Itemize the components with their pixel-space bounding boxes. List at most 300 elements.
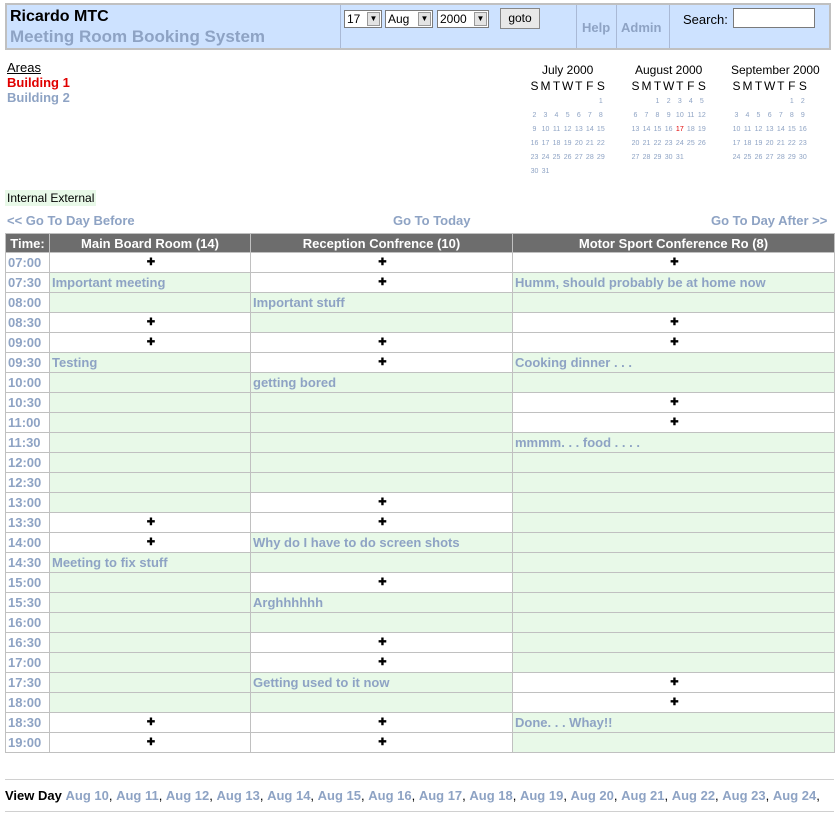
view-day-link[interactable]: Aug 23 — [722, 788, 766, 803]
weekday-header: S — [798, 79, 807, 93]
time-slot-label[interactable]: 17:00 — [6, 653, 50, 673]
calendar-day[interactable]: 1 — [789, 97, 794, 105]
booking-cell[interactable] — [50, 473, 251, 493]
booking-cell[interactable]: Important meeting — [50, 273, 251, 293]
calendar-title: September 2000 — [731, 63, 820, 77]
add-booking-cell[interactable] — [513, 693, 835, 713]
add-icon[interactable]: ✚ — [670, 396, 679, 408]
add-icon[interactable]: ✚ — [378, 736, 387, 748]
booking-cell[interactable] — [513, 593, 835, 613]
divider — [5, 779, 834, 780]
calendar-day[interactable]: 2 — [800, 97, 805, 105]
calendar-day[interactable]: 25 — [686, 139, 695, 147]
calendar-day[interactable]: 5 — [756, 111, 761, 119]
calendar-day[interactable]: 11 — [687, 111, 695, 119]
booking-cell[interactable] — [513, 733, 835, 753]
add-icon[interactable]: ✚ — [378, 256, 387, 268]
time-slot-row — [6, 693, 835, 713]
grid-header-row — [6, 234, 835, 253]
system-name[interactable]: Meeting Room Booking System — [10, 27, 266, 46]
calendar-day[interactable]: 29 — [787, 153, 796, 161]
add-booking-cell[interactable] — [513, 253, 835, 273]
goto-button[interactable]: goto — [500, 8, 540, 29]
calendar-day[interactable]: 4 — [745, 111, 750, 119]
time-slot-label[interactable]: 08:30 — [6, 313, 50, 333]
add-icon[interactable]: ✚ — [378, 656, 387, 668]
calendar-day[interactable]: 7 — [778, 111, 783, 119]
next-day-link[interactable]: Go To Day After >> — [711, 213, 828, 228]
calendar-day[interactable]: 30 — [530, 167, 539, 175]
calendar-day[interactable]: 10 — [675, 111, 684, 119]
calendar-day[interactable]: 21 — [585, 139, 594, 147]
chevron-down-icon: ▼ — [418, 12, 431, 26]
calendar-empty-cell — [764, 94, 775, 108]
calendar-day[interactable]: 4 — [688, 97, 693, 105]
view-day-label: View Day — [5, 788, 62, 803]
calendar-day[interactable]: 9 — [532, 125, 537, 133]
booking-cell[interactable] — [513, 493, 835, 513]
booking-cell[interactable] — [513, 373, 835, 393]
admin-link[interactable]: Admin — [621, 20, 662, 35]
time-slot-label[interactable]: 14:00 — [6, 533, 50, 553]
calendar-day[interactable]: 28 — [585, 153, 594, 161]
calendar-day[interactable]: 17 — [732, 139, 741, 147]
add-booking-cell[interactable] — [50, 253, 251, 273]
calendar-day[interactable]: 10 — [732, 125, 741, 133]
booking-cell[interactable] — [50, 613, 251, 633]
calendar-day[interactable]: 19 — [563, 139, 572, 147]
year-select[interactable] — [437, 10, 489, 28]
weekday-header: W — [562, 79, 574, 93]
booking-cell[interactable] — [50, 573, 251, 593]
booking-cell[interactable]: Cooking dinner . . . — [513, 353, 835, 373]
time-slot-label[interactable]: 16:00 — [6, 613, 50, 633]
view-day-link[interactable]: Aug 14 — [267, 788, 311, 803]
calendar-day[interactable]: 29 — [596, 153, 605, 161]
calendar-empty-cell — [584, 94, 595, 108]
calendar-day[interactable]: 28 — [776, 153, 785, 161]
time-slot-label[interactable]: 12:30 — [6, 473, 50, 493]
calendar-day[interactable]: 26 — [697, 139, 706, 147]
calendar-day[interactable]: 26 — [754, 153, 763, 161]
booking-cell[interactable]: Meeting to fix stuff — [50, 553, 251, 573]
calendar-day[interactable]: 12 — [697, 111, 706, 119]
booking-cell[interactable] — [251, 553, 513, 573]
add-icon[interactable]: ✚ — [670, 336, 679, 348]
calendar-day[interactable]: 3 — [543, 111, 548, 119]
calendar-day[interactable]: 6 — [576, 111, 581, 119]
booking-cell[interactable] — [513, 513, 835, 533]
column-header-room[interactable]: Reception Confrence (10) — [251, 234, 513, 253]
calendar-day[interactable]: 16 — [530, 139, 539, 147]
add-icon[interactable]: ✚ — [378, 336, 387, 348]
calendar-day[interactable]: 21 — [776, 139, 785, 147]
calendar-day[interactable]: 8 — [789, 111, 794, 119]
weekday-header: S — [596, 79, 605, 93]
add-icon[interactable]: ✚ — [378, 716, 387, 728]
add-booking-cell[interactable] — [251, 513, 513, 533]
calendar-day[interactable]: 7 — [644, 111, 649, 119]
calendar-day[interactable]: 24 — [675, 139, 684, 147]
calendar-day[interactable]: 20 — [765, 139, 774, 147]
calendar-day[interactable]: 8 — [655, 111, 660, 119]
time-slot-label[interactable]: 14:30 — [6, 553, 50, 573]
calendar-day[interactable]: 23 — [530, 153, 539, 161]
booking-cell[interactable]: Done. . . Whay!! — [513, 713, 835, 733]
calendar-day[interactable]: 5 — [565, 111, 570, 119]
add-booking-cell[interactable] — [513, 393, 835, 413]
calendar-day[interactable]: 12 — [754, 125, 763, 133]
divider — [616, 5, 617, 48]
calendar-day[interactable]: 22 — [653, 139, 662, 147]
time-slot-label[interactable]: 12:00 — [6, 453, 50, 473]
booking-cell[interactable] — [513, 293, 835, 313]
calendar-empty-cell — [696, 150, 707, 164]
day-select[interactable] — [344, 10, 382, 28]
time-slot-label[interactable]: 13:30 — [6, 513, 50, 533]
booking-cell[interactable] — [513, 553, 835, 573]
view-day-link[interactable]: Aug 11 — [116, 788, 159, 803]
calendar-day[interactable]: 30 — [664, 153, 673, 161]
add-booking-cell[interactable] — [251, 273, 513, 293]
calendar-day[interactable]: 18 — [743, 139, 752, 147]
calendar-day[interactable]: 14 — [642, 125, 651, 133]
booking-cell[interactable]: getting bored — [251, 373, 513, 393]
calendar-day[interactable]: 22 — [787, 139, 796, 147]
calendar-day[interactable]: 19 — [754, 139, 763, 147]
booking-cell[interactable] — [251, 693, 513, 713]
add-icon[interactable]: ✚ — [670, 316, 679, 328]
view-day-link[interactable]: Aug 20 — [570, 788, 614, 803]
add-icon[interactable]: ✚ — [378, 496, 387, 508]
time-slot-label[interactable]: 15:00 — [6, 573, 50, 593]
weekday-header: M — [742, 79, 753, 93]
weekday-header: S — [530, 79, 539, 93]
calendar-day[interactable]: 20 — [574, 139, 583, 147]
add-icon[interactable]: ✚ — [146, 736, 156, 748]
booking-cell[interactable] — [50, 373, 251, 393]
calendar-day[interactable]: 2 — [532, 111, 537, 119]
calendar-day[interactable]: 10 — [541, 125, 550, 133]
view-day-link[interactable]: Aug 16 — [368, 788, 412, 803]
divider — [669, 5, 670, 48]
add-booking-cell[interactable] — [251, 493, 513, 513]
booking-cell[interactable] — [50, 653, 251, 673]
area-link-building-1[interactable]: Building 1 — [7, 75, 70, 90]
calendar-title: August 2000 — [634, 63, 703, 77]
calendar-empty-cell — [753, 94, 764, 108]
calendar-day[interactable]: 7 — [587, 111, 592, 119]
booking-cell[interactable] — [251, 313, 513, 333]
time-slot-row — [6, 333, 835, 353]
calendar-day[interactable]: 15 — [596, 125, 605, 133]
column-header-room[interactable]: Motor Sport Conference Ro (8) — [513, 234, 835, 253]
view-day-link[interactable]: Aug 15 — [317, 788, 361, 803]
add-booking-cell[interactable] — [50, 713, 251, 733]
calendar-empty-cell — [584, 164, 595, 178]
calendar-day[interactable]: 1 — [598, 97, 603, 105]
calendar-day[interactable]: 24 — [732, 153, 741, 161]
booking-cell[interactable] — [50, 293, 251, 313]
calendar-day[interactable]: 9 — [800, 111, 805, 119]
calendar-day[interactable]: 13 — [574, 125, 583, 133]
calendar-day[interactable]: 20 — [631, 139, 640, 147]
calendar-day[interactable]: 15 — [653, 125, 662, 133]
booking-cell[interactable] — [50, 433, 251, 453]
calendar-day[interactable]: 1 — [655, 97, 660, 105]
time-slot-row — [6, 553, 835, 573]
calendar-day[interactable]: 15 — [787, 125, 796, 133]
add-booking-cell[interactable] — [251, 633, 513, 653]
booking-cell[interactable] — [50, 693, 251, 713]
time-slot-label[interactable]: 19:00 — [6, 733, 50, 753]
time-slot-label[interactable]: 10:30 — [6, 393, 50, 413]
view-day-link[interactable]: Aug 10 — [65, 788, 109, 803]
time-slot-label[interactable]: 15:30 — [6, 593, 50, 613]
add-booking-cell[interactable] — [251, 733, 513, 753]
time-slot-row — [6, 293, 835, 313]
add-icon[interactable]: ✚ — [378, 636, 387, 648]
booking-cell[interactable] — [50, 633, 251, 653]
booking-cell[interactable]: Why do I have to do screen shots — [251, 533, 513, 553]
booking-cell[interactable] — [50, 393, 251, 413]
calendar-day[interactable]: 16 — [664, 125, 673, 133]
booking-cell[interactable] — [513, 453, 835, 473]
booking-cell[interactable] — [50, 413, 251, 433]
calendar-day[interactable]: 13 — [631, 125, 640, 133]
chevron-down-icon: ▼ — [474, 12, 487, 26]
calendar-july — [529, 62, 606, 178]
booking-cell[interactable] — [513, 613, 835, 633]
add-booking-cell[interactable] — [50, 733, 251, 753]
calendar-day[interactable]: 18 — [686, 125, 695, 133]
calendar-day[interactable]: 4 — [554, 111, 559, 119]
booking-cell[interactable] — [513, 573, 835, 593]
add-booking-cell[interactable] — [251, 253, 513, 273]
calendar-day[interactable]: 27 — [574, 153, 583, 161]
calendar-day[interactable]: 17 — [675, 125, 684, 133]
booking-cell[interactable] — [251, 613, 513, 633]
view-day-link[interactable]: Aug 13 — [216, 788, 260, 803]
add-icon[interactable]: ✚ — [146, 256, 156, 268]
booking-cell[interactable]: Testing — [50, 353, 251, 373]
time-slot-label[interactable]: 17:30 — [6, 673, 50, 693]
calendar-day[interactable]: 3 — [734, 111, 739, 119]
weekday-header: F — [687, 79, 695, 93]
calendar-day[interactable]: 19 — [697, 125, 706, 133]
calendar-day[interactable]: 29 — [653, 153, 662, 161]
booking-cell[interactable] — [513, 473, 835, 493]
add-icon[interactable]: ✚ — [670, 256, 679, 268]
booking-cell[interactable] — [513, 633, 835, 653]
time-slot-label[interactable]: 07:30 — [6, 273, 50, 293]
calendar-day[interactable]: 11 — [743, 125, 752, 133]
chevron-down-icon: ▼ — [367, 12, 380, 26]
calendar-day[interactable]: 23 — [798, 139, 807, 147]
calendar-day[interactable]: 31 — [675, 153, 684, 161]
booking-cell[interactable] — [513, 653, 835, 673]
add-booking-cell[interactable] — [251, 353, 513, 373]
prev-day-link[interactable]: << Go To Day Before — [7, 213, 135, 228]
time-slot-label[interactable]: 18:00 — [6, 693, 50, 713]
add-icon[interactable]: ✚ — [378, 356, 387, 368]
area-link-building-2[interactable]: Building 2 — [7, 90, 70, 105]
time-slot-label[interactable]: 11:30 — [6, 433, 50, 453]
add-icon[interactable]: ✚ — [146, 516, 156, 528]
time-slot-label[interactable]: 09:00 — [6, 333, 50, 353]
booking-cell[interactable]: Getting used to it now — [251, 673, 513, 693]
column-header-time: Time: — [6, 234, 50, 253]
calendar-day[interactable]: 31 — [541, 167, 550, 175]
add-booking-cell[interactable] — [513, 413, 835, 433]
view-day-link[interactable]: Aug 12 — [165, 788, 210, 803]
add-booking-cell[interactable] — [251, 653, 513, 673]
booking-cell[interactable] — [50, 493, 251, 513]
weekday-header: F — [586, 79, 594, 93]
add-icon[interactable]: ✚ — [146, 336, 156, 348]
calendar-day[interactable]: 22 — [596, 139, 605, 147]
booking-cell[interactable]: Arghhhhhh — [251, 593, 513, 613]
calendar-day[interactable]: 18 — [552, 139, 561, 147]
calendar-day[interactable]: 24 — [541, 153, 550, 161]
time-slot-row — [6, 673, 835, 693]
calendar-day[interactable]: 6 — [633, 111, 638, 119]
add-icon[interactable]: ✚ — [670, 696, 679, 708]
add-icon[interactable]: ✚ — [670, 676, 679, 688]
booking-cell[interactable]: mmmm. . . food . . . . — [513, 433, 835, 453]
time-slot-row — [6, 353, 835, 373]
calendar-empty-cell — [551, 164, 562, 178]
booking-cell[interactable] — [251, 473, 513, 493]
calendar-day[interactable]: 23 — [664, 139, 673, 147]
calendar-day[interactable]: 16 — [798, 125, 807, 133]
month-select[interactable] — [385, 10, 433, 28]
add-icon[interactable]: ✚ — [378, 516, 387, 528]
calendar-title: July 2000 — [541, 63, 594, 77]
view-day-link[interactable]: Aug 17 — [418, 788, 463, 803]
add-booking-cell[interactable] — [513, 333, 835, 353]
add-booking-cell[interactable] — [251, 713, 513, 733]
calendar-day[interactable]: 13 — [765, 125, 774, 133]
view-day-link[interactable]: Aug 24 — [772, 788, 817, 803]
calendar-empty-cell — [595, 164, 606, 178]
booking-cell[interactable] — [251, 453, 513, 473]
view-day-link[interactable]: Aug 22 — [671, 788, 716, 803]
calendar-day[interactable]: 11 — [552, 125, 561, 133]
calendar-day[interactable]: 21 — [642, 139, 651, 147]
weekday-header: M — [641, 79, 652, 93]
view-day-link[interactable]: Aug 18 — [469, 788, 513, 803]
booking-cell[interactable] — [50, 593, 251, 613]
add-booking-cell[interactable] — [50, 533, 251, 553]
view-day-bar: View Day Aug 10, Aug 11, Aug 12, Aug 13, Aug 14, Aug 15, Aug 16, Aug 17, Aug 18, Aug 19, Aug 20, Aug 21, Aug 22, Aug 23, Aug 24, — [5, 788, 820, 803]
calendar-day[interactable]: 6 — [767, 111, 772, 119]
calendar-day[interactable]: 17 — [541, 139, 550, 147]
time-slot-label[interactable]: 16:30 — [6, 633, 50, 653]
time-slot-row — [6, 433, 835, 453]
booking-cell[interactable] — [251, 393, 513, 413]
time-slot-row — [6, 493, 835, 513]
add-booking-cell[interactable] — [513, 673, 835, 693]
add-icon[interactable]: ✚ — [378, 576, 387, 588]
time-slot-row — [6, 373, 835, 393]
today-link[interactable]: Go To Today — [393, 213, 471, 228]
booking-cell[interactable]: Humm, should probably be at home now — [513, 273, 835, 293]
view-day-link[interactable]: Aug 19 — [519, 788, 564, 803]
time-slot-label[interactable]: 11:00 — [6, 413, 50, 433]
add-booking-cell[interactable] — [251, 573, 513, 593]
add-icon[interactable]: ✚ — [378, 276, 387, 288]
add-icon[interactable]: ✚ — [146, 316, 156, 328]
calendar-day[interactable]: 8 — [598, 111, 603, 119]
calendar-day[interactable]: 5 — [699, 97, 704, 105]
time-slot-label[interactable]: 13:00 — [6, 493, 50, 513]
calendar-day[interactable]: 14 — [585, 125, 594, 133]
weekday-header: T — [777, 79, 785, 93]
calendar-day[interactable]: 26 — [563, 153, 572, 161]
booking-cell[interactable]: Important stuff — [251, 293, 513, 313]
year-value: 2000 — [440, 12, 467, 26]
divider — [340, 5, 341, 48]
calendar-day[interactable]: 30 — [798, 153, 807, 161]
calendar-empty-cell — [742, 94, 753, 108]
calendar-day[interactable]: 27 — [631, 153, 640, 161]
legend: Internal External — [7, 191, 95, 205]
add-booking-cell[interactable] — [251, 333, 513, 353]
booking-cell[interactable] — [50, 673, 251, 693]
column-header-room[interactable]: Main Board Room (14) — [50, 234, 251, 253]
time-slot-label[interactable]: 18:30 — [6, 713, 50, 733]
weekday-header: T — [575, 79, 583, 93]
time-slot-row — [6, 593, 835, 613]
booking-cell[interactable] — [251, 433, 513, 453]
divider — [576, 5, 577, 48]
help-link[interactable]: Help — [582, 20, 611, 35]
add-icon[interactable]: ✚ — [670, 416, 679, 428]
calendar-day[interactable]: 25 — [552, 153, 561, 161]
time-slot-label[interactable]: 09:30 — [6, 353, 50, 373]
search-label: Search: — [683, 12, 728, 27]
calendar-day[interactable]: 27 — [765, 153, 774, 161]
booking-cell[interactable] — [50, 453, 251, 473]
calendar-day[interactable]: 14 — [776, 125, 785, 133]
calendar-day[interactable]: 2 — [666, 97, 671, 105]
add-booking-cell[interactable] — [513, 313, 835, 333]
calendar-day[interactable]: 9 — [666, 111, 671, 119]
add-booking-cell[interactable] — [50, 513, 251, 533]
calendar-day[interactable]: 12 — [563, 125, 572, 133]
time-slot-row — [6, 633, 835, 653]
add-booking-cell[interactable] — [50, 333, 251, 353]
calendar-day[interactable]: 3 — [677, 97, 682, 105]
booking-cell[interactable] — [251, 413, 513, 433]
calendar-day[interactable]: 25 — [743, 153, 752, 161]
time-slot-label[interactable]: 08:00 — [6, 293, 50, 313]
calendar-day[interactable]: 28 — [642, 153, 651, 161]
time-slot-row — [6, 273, 835, 293]
booking-cell[interactable] — [513, 533, 835, 553]
add-booking-cell[interactable] — [50, 313, 251, 333]
add-icon[interactable]: ✚ — [146, 716, 156, 728]
time-slot-label[interactable]: 07:00 — [6, 253, 50, 273]
weekday-header: W — [764, 79, 776, 93]
view-day-link[interactable]: Aug 21 — [621, 788, 665, 803]
add-icon[interactable]: ✚ — [146, 536, 156, 548]
time-slot-label[interactable]: 10:00 — [6, 373, 50, 393]
search-input[interactable] — [733, 8, 815, 28]
calendar-september — [731, 62, 820, 164]
weekday-header: S — [732, 79, 741, 93]
